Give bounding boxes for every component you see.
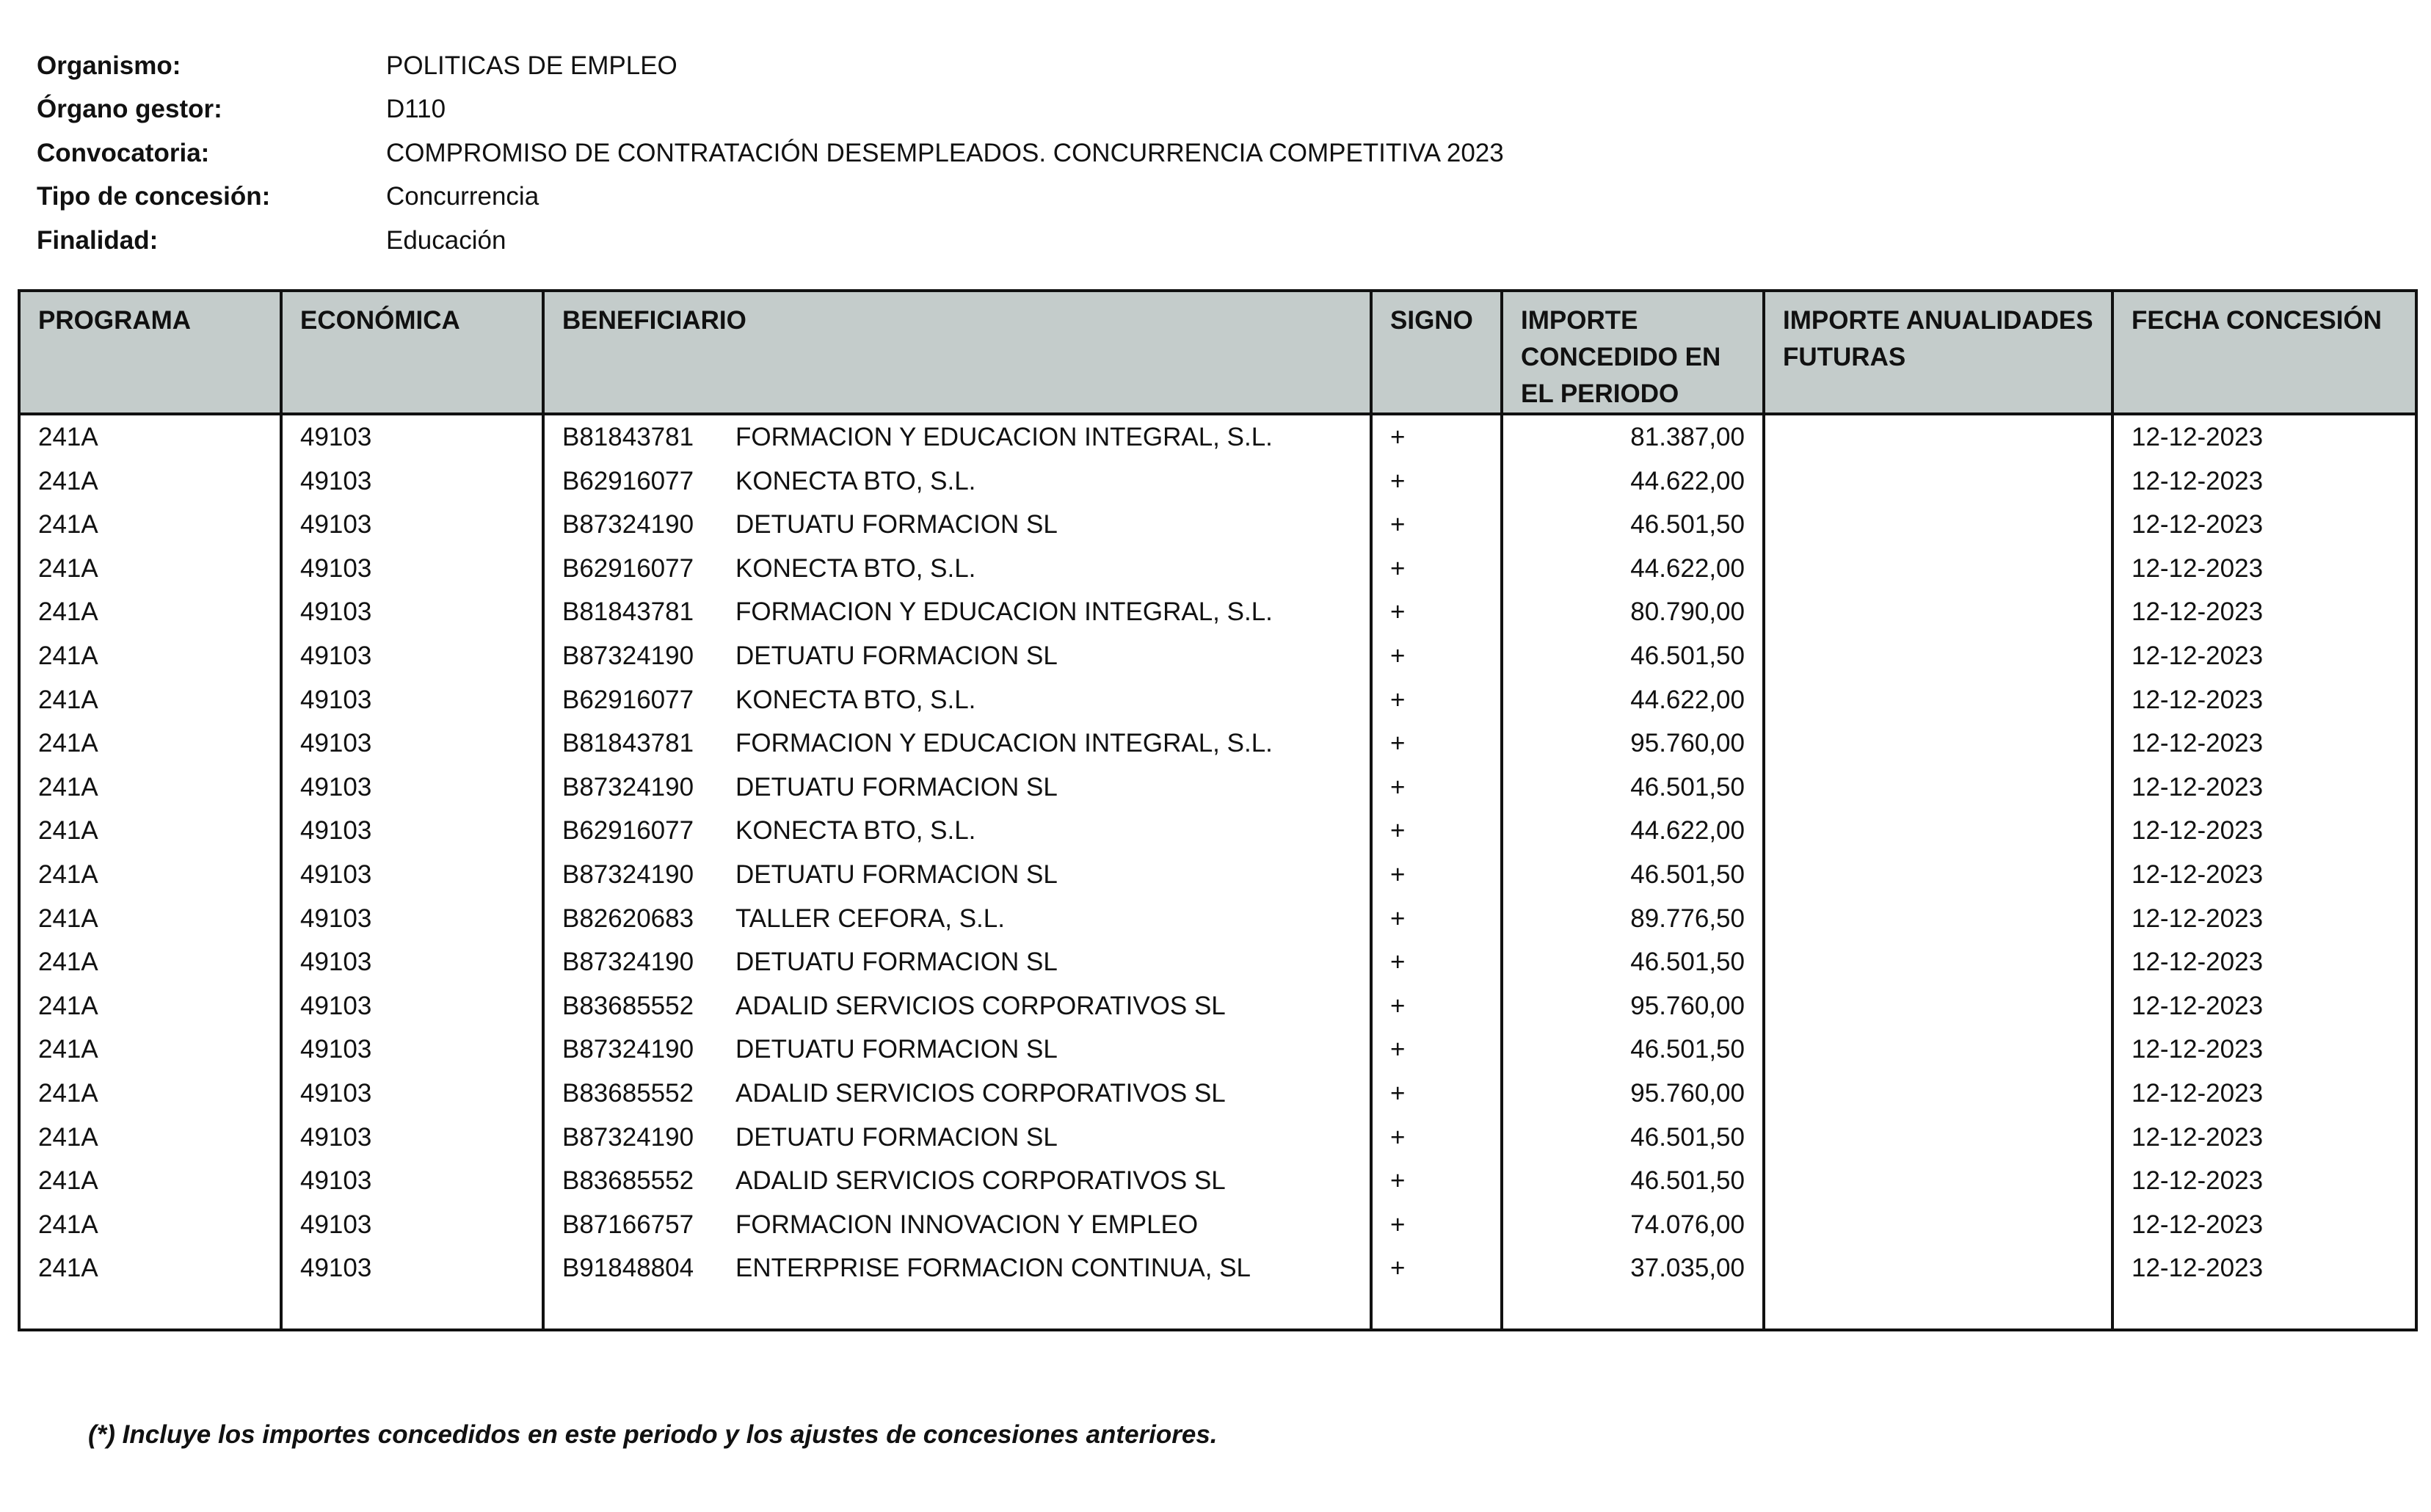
cell-signo: + (1371, 809, 1502, 853)
column-header-fecha-concesion: FECHA CONCESIÓN (2112, 291, 2416, 414)
table-row (19, 1246, 2416, 1290)
header-value: Educación (386, 225, 506, 255)
cell-programa: 241A (19, 766, 281, 810)
cell-programa: 241A (19, 940, 281, 984)
cell-signo: + (1371, 547, 1502, 591)
cell-economica: 49103 (281, 1072, 543, 1116)
table-row (19, 503, 2416, 547)
beneficiario-nombre: DETUATU FORMACION SL (735, 1035, 1058, 1064)
cell-fecha-concesion: 12-12-2023 (2112, 1072, 2416, 1116)
cell-importe-periodo: 46.501,50 (1502, 853, 1764, 897)
footnote: (*) Incluye los importes concedidos en este periodo y los ajustes de concesiones anteriores. (88, 1420, 1218, 1449)
cell-fecha-concesion: 12-12-2023 (2112, 1203, 2416, 1247)
header-row-organo-gestor (37, 88, 2239, 132)
cell-importe-periodo: 44.622,00 (1502, 459, 1764, 504)
header-label: Órgano gestor: (37, 95, 222, 124)
cell-beneficiario (543, 547, 1371, 591)
cell-importe-futuras (1764, 414, 2112, 459)
beneficiario-nombre: DETUATU FORMACION SL (735, 948, 1058, 977)
table-row (19, 897, 2416, 941)
column-header-economica: ECONÓMICA (281, 291, 543, 414)
cell-fecha-concesion: 12-12-2023 (2112, 1116, 2416, 1160)
cell-signo: + (1371, 503, 1502, 547)
cell-importe-periodo: 37.035,00 (1502, 1246, 1764, 1290)
table-row (19, 940, 2416, 984)
cell-fecha-concesion: 12-12-2023 (2112, 414, 2416, 459)
cell-economica: 49103 (281, 984, 543, 1028)
beneficiario-nif: B87324190 (562, 641, 694, 670)
column-header-signo: SIGNO (1371, 291, 1502, 414)
cell-beneficiario (543, 1203, 1371, 1247)
beneficiario-nif: B87166757 (562, 1210, 694, 1239)
grants-table (18, 289, 2418, 1331)
column-header-importe-periodo: IMPORTE CONCEDIDO EN EL PERIODO (1502, 291, 1764, 414)
beneficiario-nombre: DETUATU FORMACION SL (735, 772, 1058, 802)
column-header-importe-futuras: IMPORTE ANUALIDADES FUTURAS (1764, 291, 2112, 414)
beneficiario-nif: B91848804 (562, 1254, 694, 1283)
cell-economica: 49103 (281, 897, 543, 941)
beneficiario-nombre: DETUATU FORMACION SL (735, 641, 1058, 670)
cell-fecha-concesion: 12-12-2023 (2112, 503, 2416, 547)
cell-signo: + (1371, 853, 1502, 897)
beneficiario-nombre: FORMACION Y EDUCACION INTEGRAL, S.L. (735, 729, 1273, 758)
cell-fecha-concesion: 12-12-2023 (2112, 853, 2416, 897)
cell-economica: 49103 (281, 547, 543, 591)
cell-economica: 49103 (281, 1203, 543, 1247)
table-row (19, 809, 2416, 853)
cell-economica: 49103 (281, 503, 543, 547)
cell-programa: 241A (19, 414, 281, 459)
cell-importe-futuras (1764, 1116, 2112, 1160)
beneficiario-nif: B83685552 (562, 1078, 694, 1108)
cell-beneficiario (543, 766, 1371, 810)
cell-beneficiario (543, 984, 1371, 1028)
beneficiario-nif: B82620683 (562, 904, 694, 933)
cell-programa: 241A (19, 1028, 281, 1072)
cell-signo: + (1371, 1246, 1502, 1290)
cell-fecha-concesion: 12-12-2023 (2112, 809, 2416, 853)
cell-signo: + (1371, 1116, 1502, 1160)
header-value: POLITICAS DE EMPLEO (386, 51, 677, 80)
header-row-finalidad (37, 219, 2239, 263)
cell-fecha-concesion: 12-12-2023 (2112, 634, 2416, 678)
beneficiario-nombre: KONECTA BTO, S.L. (735, 816, 976, 846)
beneficiario-nif: B62916077 (562, 816, 694, 846)
cell-beneficiario (543, 1246, 1371, 1290)
beneficiario-nombre: KONECTA BTO, S.L. (735, 685, 976, 714)
cell-beneficiario (543, 1028, 1371, 1072)
header-row-organismo (37, 44, 2239, 88)
cell-beneficiario (543, 1072, 1371, 1116)
beneficiario-nif: B62916077 (562, 685, 694, 714)
beneficiario-nombre: DETUATU FORMACION SL (735, 1122, 1058, 1152)
cell-signo: + (1371, 766, 1502, 810)
header-row (19, 291, 2416, 414)
cell-importe-futuras (1764, 940, 2112, 984)
cell-beneficiario (543, 722, 1371, 766)
cell-importe-futuras (1764, 809, 2112, 853)
header-row-convocatoria (37, 131, 2239, 175)
cell-programa: 241A (19, 1116, 281, 1160)
cell-fecha-concesion: 12-12-2023 (2112, 722, 2416, 766)
beneficiario-nombre: TALLER CEFORA, S.L. (735, 904, 1005, 933)
cell-signo: + (1371, 1203, 1502, 1247)
beneficiario-nif: B62916077 (562, 466, 694, 495)
beneficiario-nif: B87324190 (562, 948, 694, 977)
cell-importe-futuras (1764, 634, 2112, 678)
beneficiario-nombre: KONECTA BTO, S.L. (735, 466, 976, 495)
cell-signo: + (1371, 722, 1502, 766)
cell-importe-futuras (1764, 590, 2112, 634)
cell-programa: 241A (19, 1246, 281, 1290)
beneficiario-nombre: DETUATU FORMACION SL (735, 859, 1058, 889)
cell-fecha-concesion: 12-12-2023 (2112, 766, 2416, 810)
table-row (19, 722, 2416, 766)
cell-economica: 49103 (281, 1028, 543, 1072)
cell-importe-futuras (1764, 722, 2112, 766)
table-header (19, 291, 2416, 414)
cell-beneficiario (543, 853, 1371, 897)
cell-beneficiario (543, 590, 1371, 634)
cell-importe-futuras (1764, 459, 2112, 504)
table-row (19, 678, 2416, 722)
beneficiario-nif: B81843781 (562, 729, 694, 758)
beneficiario-nombre: FORMACION Y EDUCACION INTEGRAL, S.L. (735, 423, 1273, 451)
table-row (19, 1072, 2416, 1116)
beneficiario-nombre: KONECTA BTO, S.L. (735, 553, 976, 583)
table-row (19, 984, 2416, 1028)
cell-importe-periodo: 95.760,00 (1502, 722, 1764, 766)
beneficiario-nif: B87324190 (562, 772, 694, 802)
cell-importe-futuras (1764, 678, 2112, 722)
cell-signo: + (1371, 940, 1502, 984)
table-row (19, 1203, 2416, 1247)
cell-importe-futuras (1764, 853, 2112, 897)
beneficiario-nif: B87324190 (562, 510, 694, 539)
cell-importe-futuras (1764, 984, 2112, 1028)
header-label: Tipo de concesión: (37, 182, 271, 211)
cell-beneficiario (543, 1116, 1371, 1160)
document-header (37, 44, 2239, 263)
cell-importe-periodo: 89.776,50 (1502, 897, 1764, 941)
table-row (19, 414, 2416, 459)
header-row-tipo-concesion (37, 175, 2239, 219)
beneficiario-nombre: DETUATU FORMACION SL (735, 510, 1058, 539)
cell-beneficiario (543, 414, 1371, 459)
cell-signo: + (1371, 1072, 1502, 1116)
beneficiario-nif: B81843781 (562, 423, 694, 451)
beneficiario-nif: B83685552 (562, 991, 694, 1020)
cell-programa: 241A (19, 809, 281, 853)
cell-signo: + (1371, 897, 1502, 941)
table-row (19, 547, 2416, 591)
header-value: D110 (386, 95, 446, 124)
cell-programa: 241A (19, 634, 281, 678)
header-label: Finalidad: (37, 225, 159, 255)
cell-importe-futuras (1764, 897, 2112, 941)
cell-economica: 49103 (281, 1116, 543, 1160)
cell-importe-periodo: 46.501,50 (1502, 634, 1764, 678)
cell-importe-periodo: 46.501,50 (1502, 503, 1764, 547)
beneficiario-nif: B87324190 (562, 1122, 694, 1152)
cell-fecha-concesion: 12-12-2023 (2112, 459, 2416, 504)
cell-importe-periodo: 74.076,00 (1502, 1203, 1764, 1247)
table-row (19, 1116, 2416, 1160)
beneficiario-nombre: ADALID SERVICIOS CORPORATIVOS SL (735, 1166, 1226, 1196)
cell-signo: + (1371, 459, 1502, 504)
cell-importe-periodo: 46.501,50 (1502, 940, 1764, 984)
cell-importe-futuras (1764, 1203, 2112, 1247)
table-row (19, 459, 2416, 504)
table-row (19, 590, 2416, 634)
cell-importe-futuras (1764, 503, 2112, 547)
table-row (19, 634, 2416, 678)
beneficiario-nif: B87324190 (562, 859, 694, 889)
cell-programa: 241A (19, 590, 281, 634)
cell-economica: 49103 (281, 766, 543, 810)
header-value: COMPROMISO DE CONTRATACIÓN DESEMPLEADOS. CONCURRENCIA COMPETITIVA 2023 (386, 138, 1504, 167)
cell-beneficiario (543, 634, 1371, 678)
cell-fecha-concesion: 12-12-2023 (2112, 940, 2416, 984)
beneficiario-nombre: FORMACION INNOVACION Y EMPLEO (735, 1210, 1199, 1239)
cell-signo: + (1371, 634, 1502, 678)
column-header-programa: PROGRAMA (19, 291, 281, 414)
header-label: Organismo: (37, 51, 181, 80)
cell-signo: + (1371, 414, 1502, 459)
cell-programa: 241A (19, 459, 281, 504)
header-value: Concurrencia (386, 182, 539, 211)
cell-importe-periodo: 95.760,00 (1502, 1072, 1764, 1116)
cell-importe-periodo: 46.501,50 (1502, 766, 1764, 810)
cell-importe-periodo: 80.790,00 (1502, 590, 1764, 634)
cell-economica: 49103 (281, 722, 543, 766)
cell-signo: + (1371, 590, 1502, 634)
cell-economica: 49103 (281, 678, 543, 722)
table-row (19, 1028, 2416, 1072)
cell-signo: + (1371, 678, 1502, 722)
cell-programa: 241A (19, 853, 281, 897)
table-row (19, 1159, 2416, 1203)
cell-fecha-concesion: 12-12-2023 (2112, 1028, 2416, 1072)
cell-programa: 241A (19, 897, 281, 941)
cell-signo: + (1371, 984, 1502, 1028)
cell-beneficiario (543, 809, 1371, 853)
cell-economica: 49103 (281, 1246, 543, 1290)
cell-importe-periodo: 46.501,50 (1502, 1028, 1764, 1072)
cell-importe-periodo: 46.501,50 (1502, 1159, 1764, 1203)
beneficiario-nombre: ADALID SERVICIOS CORPORATIVOS SL (735, 991, 1226, 1020)
cell-economica: 49103 (281, 1159, 543, 1203)
cell-economica: 49103 (281, 809, 543, 853)
cell-fecha-concesion: 12-12-2023 (2112, 897, 2416, 941)
beneficiario-nif: B62916077 (562, 553, 694, 583)
header-label: Convocatoria: (37, 138, 210, 167)
cell-programa: 241A (19, 984, 281, 1028)
cell-importe-futuras (1764, 1028, 2112, 1072)
cell-importe-futuras (1764, 1159, 2112, 1203)
cell-importe-futuras (1764, 766, 2112, 810)
beneficiario-nombre: ADALID SERVICIOS CORPORATIVOS SL (735, 1078, 1226, 1108)
cell-beneficiario (543, 459, 1371, 504)
cell-programa: 241A (19, 722, 281, 766)
cell-importe-periodo: 44.622,00 (1502, 547, 1764, 591)
cell-economica: 49103 (281, 459, 543, 504)
cell-programa: 241A (19, 503, 281, 547)
beneficiario-nombre: FORMACION Y EDUCACION INTEGRAL, S.L. (735, 597, 1273, 627)
cell-economica: 49103 (281, 590, 543, 634)
cell-programa: 241A (19, 678, 281, 722)
cell-programa: 241A (19, 1159, 281, 1203)
table-body (19, 414, 2416, 1330)
cell-economica: 49103 (281, 940, 543, 984)
cell-programa: 241A (19, 1072, 281, 1116)
cell-fecha-concesion: 12-12-2023 (2112, 1246, 2416, 1290)
cell-fecha-concesion: 12-12-2023 (2112, 1159, 2416, 1203)
cell-programa: 241A (19, 1203, 281, 1247)
table-row (19, 853, 2416, 897)
table-row (19, 766, 2416, 810)
cell-fecha-concesion: 12-12-2023 (2112, 547, 2416, 591)
column-header-beneficiario: BENEFICIARIO (543, 291, 1371, 414)
cell-importe-futuras (1764, 1072, 2112, 1116)
cell-importe-periodo: 95.760,00 (1502, 984, 1764, 1028)
cell-signo: + (1371, 1159, 1502, 1203)
beneficiario-nombre: ENTERPRISE FORMACION CONTINUA, SL (735, 1254, 1251, 1283)
cell-beneficiario (543, 940, 1371, 984)
cell-fecha-concesion: 12-12-2023 (2112, 590, 2416, 634)
cell-economica: 49103 (281, 853, 543, 897)
cell-importe-periodo: 44.622,00 (1502, 809, 1764, 853)
cell-fecha-concesion: 12-12-2023 (2112, 678, 2416, 722)
cell-importe-futuras (1764, 547, 2112, 591)
cell-importe-futuras (1764, 1246, 2112, 1290)
beneficiario-nif: B81843781 (562, 597, 694, 627)
cell-economica: 49103 (281, 414, 543, 459)
cell-programa: 241A (19, 547, 281, 591)
beneficiario-nif: B87324190 (562, 1035, 694, 1064)
cell-beneficiario (543, 503, 1371, 547)
cell-importe-periodo: 44.622,00 (1502, 678, 1764, 722)
cell-beneficiario (543, 897, 1371, 941)
table-bottom-spacer (19, 1290, 2416, 1330)
cell-beneficiario (543, 678, 1371, 722)
cell-beneficiario (543, 1159, 1371, 1203)
cell-economica: 49103 (281, 634, 543, 678)
cell-importe-periodo: 46.501,50 (1502, 1116, 1764, 1160)
beneficiario-nif: B83685552 (562, 1166, 694, 1196)
cell-signo: + (1371, 1028, 1502, 1072)
cell-fecha-concesion: 12-12-2023 (2112, 984, 2416, 1028)
cell-importe-periodo: 81.387,00 (1502, 414, 1764, 459)
